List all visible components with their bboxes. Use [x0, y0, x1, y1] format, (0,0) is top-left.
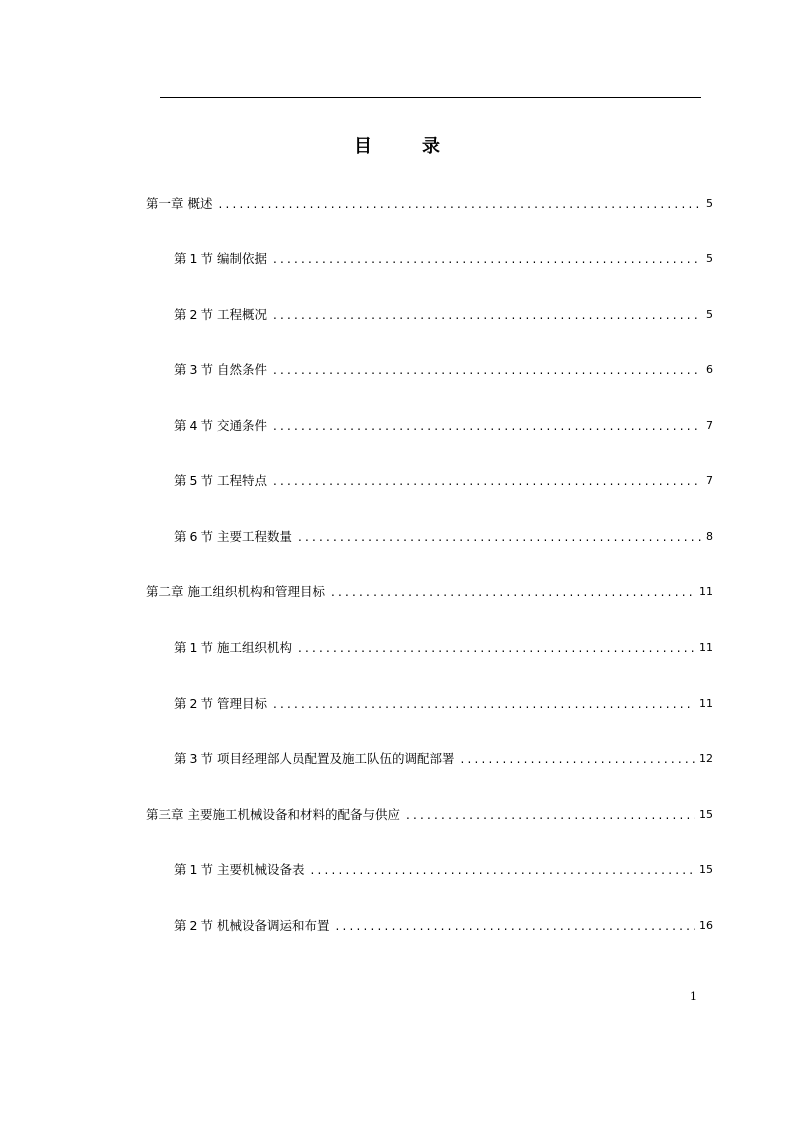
toc-entry-label: 第 3 节 自然条件	[174, 362, 267, 377]
dot-leader	[273, 251, 702, 267]
dot-leader	[273, 307, 702, 323]
toc-entry-label: 第 2 节 工程概况	[174, 307, 267, 322]
toc-entry-section-1-6[interactable]	[174, 525, 713, 545]
toc-entry-page: 5	[706, 252, 713, 265]
dot-leader	[335, 918, 695, 934]
toc-entry-label: 第 3 节 项目经理部人员配置及施工队伍的调配部署	[174, 751, 455, 766]
toc-entry-section-1-4[interactable]	[174, 414, 713, 434]
toc-entry-section-1-5[interactable]	[174, 469, 713, 489]
toc-title: 目 录	[354, 136, 456, 157]
toc-entry-section-1-1[interactable]	[174, 247, 713, 267]
toc-entry-chapter-2[interactable]	[146, 580, 713, 600]
toc-entry-label: 第 2 节 管理目标	[174, 696, 267, 711]
toc-entry-chapter-1[interactable]	[146, 192, 713, 212]
toc-entry-page: 5	[706, 197, 713, 210]
dot-leader	[273, 473, 702, 489]
dot-leader	[331, 584, 695, 600]
dot-leader	[273, 362, 702, 378]
toc-entry-page: 11	[699, 585, 713, 598]
toc-entry-section-1-2[interactable]	[174, 303, 713, 323]
dot-leader	[298, 529, 702, 545]
toc-entry-chapter-3[interactable]	[146, 803, 713, 823]
toc-entry-section-3-2[interactable]	[174, 914, 713, 934]
toc-entry-label: 第 2 节 机械设备调运和布置	[174, 918, 330, 933]
dot-leader	[298, 640, 695, 656]
dot-leader	[273, 696, 695, 712]
toc-entry-label: 第一章 概述	[146, 196, 213, 211]
toc-entry-page: 15	[699, 863, 713, 876]
toc-entry-label: 第三章 主要施工机械设备和材料的配备与供应	[146, 807, 400, 822]
dot-leader	[273, 418, 702, 434]
toc-entry-label: 第 1 节 施工组织机构	[174, 640, 292, 655]
page-number: 1	[690, 990, 697, 1003]
header-rule	[160, 97, 701, 98]
toc-entry-page: 11	[699, 697, 713, 710]
dot-leader	[310, 862, 695, 878]
dot-leader	[218, 196, 702, 212]
dot-leader	[460, 751, 695, 767]
toc-entry-section-1-3[interactable]	[174, 358, 713, 378]
toc-entry-page: 6	[706, 363, 713, 376]
toc-entry-page: 16	[699, 919, 713, 932]
toc-entry-page: 11	[699, 641, 713, 654]
dot-leader	[406, 807, 695, 823]
toc-entry-section-3-1[interactable]	[174, 858, 713, 878]
toc-entry-label: 第 5 节 工程特点	[174, 473, 267, 488]
toc-entry-label: 第二章 施工组织机构和管理目标	[146, 584, 325, 599]
toc-entry-label: 第 1 节 主要机械设备表	[174, 862, 305, 877]
toc-entry-page: 7	[706, 419, 713, 432]
toc-entry-page: 12	[699, 752, 713, 765]
toc-entry-label: 第 4 节 交通条件	[174, 418, 267, 433]
toc-entry-page: 8	[706, 530, 713, 543]
toc-entry-page: 7	[706, 474, 713, 487]
toc-entry-label: 第 6 节 主要工程数量	[174, 529, 292, 544]
toc-entry-section-2-1[interactable]	[174, 636, 713, 656]
toc-entry-page: 5	[706, 308, 713, 321]
toc-entry-section-2-2[interactable]	[174, 692, 713, 712]
toc-entry-section-2-3[interactable]	[174, 747, 713, 767]
toc-entry-label: 第 1 节 编制依据	[174, 251, 267, 266]
toc-entry-page: 15	[699, 808, 713, 821]
